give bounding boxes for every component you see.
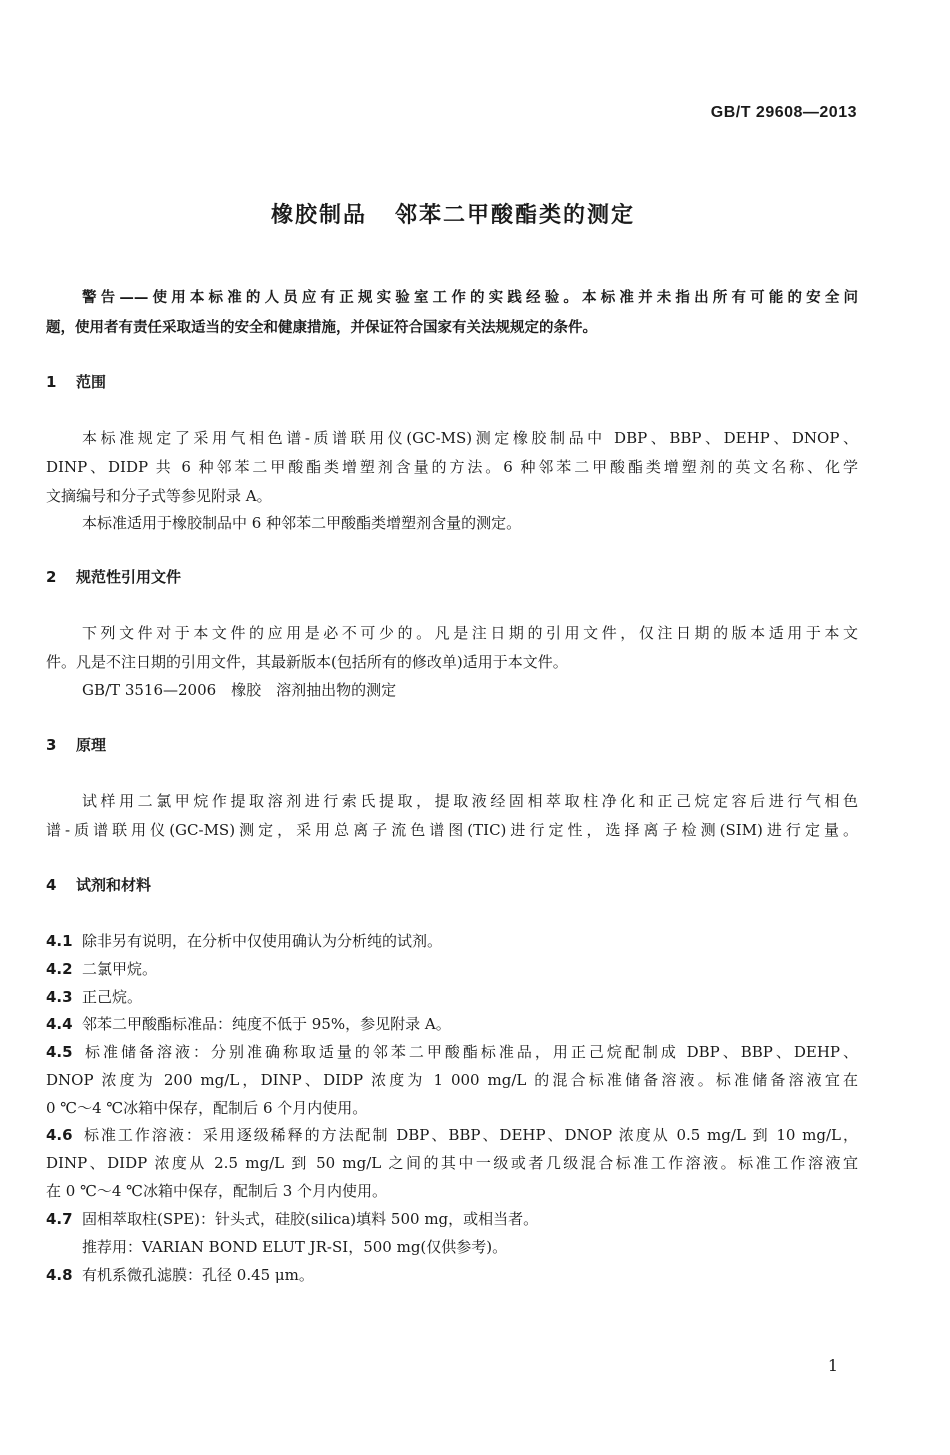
s1-paragraph-line-2: DINP、DIDP 共 6 种邻苯二甲酸酯类增塑剂含量的方法。6 种邻苯二甲酸酯类增塑剂的英文名称、化学 xyxy=(46,458,858,476)
s3-paragraph-line-2: 谱-质谱联用仪(GC-MS)测定，采用总离子流色谱图(TIC)进行定性，选择离子检测(SIM)进行定量。 xyxy=(46,821,858,839)
list-item-4-2 xyxy=(46,954,858,984)
item-text: 二氯甲烷。 xyxy=(82,960,158,978)
item-text: 标准储备溶液：分别准确称取适量的邻苯二甲酸酯标准品，用正己烷配制成 DBP、BBP、DEHP、 xyxy=(82,1043,858,1061)
title-part-1: 橡胶制品 xyxy=(270,203,367,228)
list-item-4-7 xyxy=(46,1204,858,1234)
warning-line-2: 题，使用者有责任采取适当的安全和健康措施，并保证符合国家有关法规规定的条件。 xyxy=(46,320,597,336)
item-number: 4.1 xyxy=(46,932,73,950)
title-part-2: 邻苯二甲酸酯类的测定 xyxy=(395,203,636,228)
section-title: 试剂和材料 xyxy=(76,876,152,894)
section-3-heading xyxy=(46,730,858,760)
page-title xyxy=(0,198,906,229)
item-text: 标准工作溶液：采用逐级稀释的方法配制 DBP、BBP、DEHP、DNOP 浓度从 0.5 mg/L 到 10 mg/L， xyxy=(82,1126,858,1144)
item-text: 有机系微孔滤膜：孔径 0.45 μm。 xyxy=(82,1266,314,1284)
item-text: 邻苯二甲酸酯标准品：纯度不低于 95%，参见附录 A。 xyxy=(82,1015,451,1033)
list-item-4-8 xyxy=(46,1260,858,1290)
item-4-6-line-2: DINP、DIDP 浓度从 2.5 mg/L 到 50 mg/L 之间的其中一级或者几级混合标准工作溶液。标准工作溶液宜 xyxy=(46,1154,858,1172)
s1-paragraph-line-3: 文摘编号和分子式等参见附录 A。 xyxy=(46,487,272,505)
item-text: 固相萃取柱(SPE)：针头式，硅胶(silica)填料 500 mg，或相当者。 xyxy=(82,1210,539,1228)
section-number: 4 xyxy=(46,876,57,894)
section-number: 1 xyxy=(46,373,57,391)
page-number: 1 xyxy=(827,1356,838,1375)
s3-paragraph-line-1: 试样用二氯甲烷作提取溶剂进行索氏提取，提取液经固相萃取柱净化和正己烷定容后进行气相色 xyxy=(82,792,858,810)
section-2-heading xyxy=(46,562,858,592)
item-number: 4.2 xyxy=(46,960,73,978)
item-text: 除非另有说明，在分析中仅使用确认为分析纯的试剂。 xyxy=(82,932,443,950)
list-item-4-6 xyxy=(46,1120,858,1150)
s1-paragraph-2: 本标准适用于橡胶制品中 6 种邻苯二甲酸酯类增塑剂含量的测定。 xyxy=(82,514,522,532)
item-number: 4.3 xyxy=(46,988,73,1006)
section-1-heading xyxy=(46,367,858,397)
list-item-4-4 xyxy=(46,1009,858,1039)
item-4-7-line-2: 推荐用：VARIAN BOND ELUT JR-SI，500 mg(仅供参考)。 xyxy=(82,1238,508,1256)
section-4-heading xyxy=(46,870,858,900)
item-4-5-line-3: 0 ℃～4 ℃冰箱中保存，配制后 6 个月内使用。 xyxy=(46,1099,368,1117)
list-item-4-1 xyxy=(46,926,858,956)
item-number: 4.6 xyxy=(46,1126,73,1144)
item-number: 4.8 xyxy=(46,1266,73,1284)
section-title: 规范性引用文件 xyxy=(76,568,182,586)
section-title: 范围 xyxy=(76,373,107,391)
item-text: 正己烷。 xyxy=(82,988,143,1006)
s2-paragraph-line-2: 件。凡是不注日期的引用文件，其最新版本(包括所有的修改单)适用于本文件。 xyxy=(46,653,568,671)
s2-reference: GB/T 3516—2006 橡胶 溶剂抽出物的测定 xyxy=(82,681,397,699)
item-4-5-line-2: DNOP 浓度为 200 mg/L，DINP、DIDP 浓度为 1 000 mg/L 的混合标准储备溶液。标准储备溶液宜在 xyxy=(46,1071,858,1089)
item-4-6-line-3: 在 0 ℃～4 ℃冰箱中保存，配制后 3 个月内使用。 xyxy=(46,1182,388,1200)
item-number: 4.4 xyxy=(46,1015,73,1033)
warning-line-1: 警告——使用本标准的人员应有正规实验室工作的实践经验。本标准并未指出所有可能的安全问 xyxy=(82,290,858,306)
list-item-4-5 xyxy=(46,1037,858,1067)
section-title: 原理 xyxy=(76,736,107,754)
section-number: 3 xyxy=(46,736,57,754)
list-item-4-3 xyxy=(46,982,858,1012)
section-number: 2 xyxy=(46,568,57,586)
s2-paragraph-line-1: 下列文件对于本文件的应用是必不可少的。凡是注日期的引用文件，仅注日期的版本适用于本文 xyxy=(82,624,858,642)
s1-paragraph-line-1: 本标准规定了采用气相色谱-质谱联用仪(GC-MS)测定橡胶制品中 DBP、BBP、DEHP、DNOP、 xyxy=(82,429,858,447)
item-number: 4.7 xyxy=(46,1210,73,1228)
standard-code: GB/T 29608—2013 xyxy=(710,104,857,121)
item-number: 4.5 xyxy=(46,1043,73,1061)
